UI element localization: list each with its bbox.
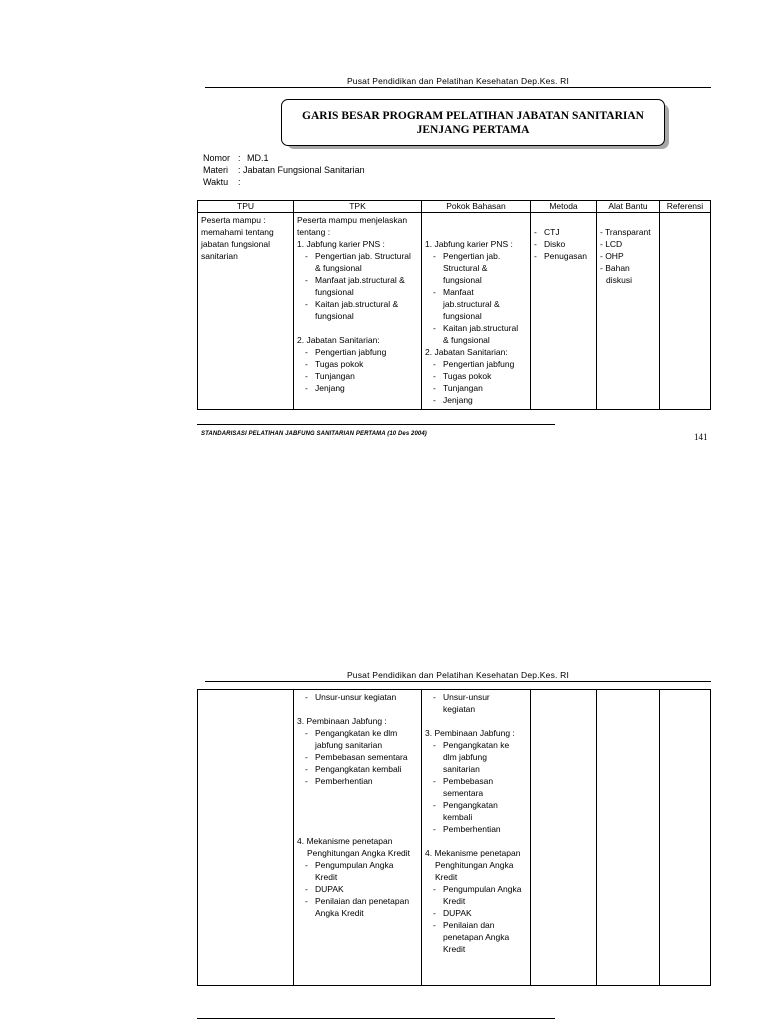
- cell-alat-bantu: [597, 690, 660, 986]
- text-line: tentang :: [297, 227, 331, 237]
- section-heading: 3. Pembinaan Jabfung :: [297, 716, 387, 726]
- list-item: - OHP: [600, 251, 624, 261]
- list-item: - Pengangkatan kembali: [305, 764, 402, 774]
- list-item-cont: fungsional: [443, 311, 482, 321]
- section-heading: 3. Pembinaan Jabfung :: [425, 728, 515, 738]
- list-item: - Penugasan: [534, 251, 588, 261]
- list-item-cont: diskusi: [606, 275, 632, 285]
- list-item: - Pengertian jabfung: [305, 347, 387, 357]
- header-divider: [205, 681, 711, 682]
- list-item: - Bahan: [600, 263, 630, 273]
- footer-text: STANDARISASI PELATIHAN JABFUNG SANITARIAN PERTAMA (10 Des 2004): [201, 431, 427, 437]
- list-item: - DUPAK: [433, 908, 472, 918]
- cell-metoda: [531, 213, 597, 410]
- list-item: - Kaitan jab.structural &: [305, 299, 399, 309]
- text-line: sanitarian: [201, 251, 238, 261]
- list-item: - Transparant: [600, 227, 651, 237]
- cell-tpu: [198, 213, 294, 410]
- list-item: - Pengangkatan ke: [433, 740, 510, 750]
- list-item: - Penilaian dan penetapan: [305, 896, 410, 906]
- list-item-cont: fungsional: [443, 275, 482, 285]
- list-item-cont: Kredit: [315, 872, 338, 882]
- footer-divider: [197, 424, 555, 425]
- table-header-row: [198, 201, 711, 213]
- footer-divider: [197, 1018, 555, 1019]
- header-divider: [205, 87, 711, 88]
- bullet-list: [297, 691, 419, 703]
- list-item-cont: jabfung sanitarian: [315, 740, 383, 750]
- list-item: - Pengumpulan Angka: [305, 860, 394, 870]
- meta-nomor: [203, 152, 503, 164]
- list-item-cont: & fungsional: [443, 335, 490, 345]
- bullet-list: [297, 859, 419, 919]
- list-item-cont: kegiatan: [443, 704, 476, 714]
- cell-referensi: [660, 690, 711, 986]
- text-line: Peserta mampu :: [201, 215, 266, 225]
- list-item: - Unsur-unsur: [433, 692, 490, 702]
- title-line-1: GARIS BESAR PROGRAM PELATIHAN JABATAN SANITARIAN: [302, 109, 644, 122]
- list-item-cont: kembali: [443, 812, 473, 822]
- bullet-list: [297, 250, 419, 322]
- list-item: - Penilaian dan: [433, 920, 495, 930]
- col-header-tpk: TPK: [294, 201, 422, 213]
- meta-colon: :: [238, 153, 241, 163]
- text-line: Peserta mampu menjelaskan: [297, 215, 408, 225]
- list-item: - Manfaat jab.structural &: [305, 275, 405, 285]
- page-header: Pusat Pendidikan dan Pelatihan Kesehatan Dep.Kes. RI: [346, 670, 570, 680]
- list-item-cont: fungsional: [315, 311, 354, 321]
- text-line: memahami tentang: [201, 227, 274, 237]
- meta-value: MD.1: [247, 153, 269, 163]
- section-heading: 1. Jabfung karier PNS :: [425, 239, 513, 249]
- list-item: - DUPAK: [305, 884, 344, 894]
- meta-colon: :: [238, 177, 241, 187]
- list-item: - Tugas pokok: [305, 359, 364, 369]
- meta-materi: [203, 164, 503, 176]
- gbpp-table-page1: [197, 200, 711, 410]
- list-item: - Jenjang: [305, 383, 345, 393]
- meta-colon: :: [238, 165, 241, 175]
- col-header-alat-bantu: Alat Bantu: [597, 201, 660, 213]
- col-header-tpu: TPU: [198, 201, 294, 213]
- text-line: jabatan fungsional: [201, 239, 271, 249]
- bullet-list: [425, 250, 528, 346]
- meta-label: Materi: [203, 165, 229, 175]
- section-heading: 4. Mekanisme penetapan: [297, 836, 393, 846]
- list-item: - Pembebasan: [433, 776, 494, 786]
- section-heading-cont: Kredit: [435, 872, 458, 882]
- list-item-cont: dlm jabfung: [443, 752, 487, 762]
- list-item-cont: Kredit: [443, 944, 466, 954]
- list-item-cont: fungsional: [315, 287, 354, 297]
- list-item: - Pengertian jabfung: [433, 359, 515, 369]
- cell-tpu: [198, 690, 294, 986]
- section-heading: 2. Jabatan Sanitarian:: [297, 335, 380, 345]
- list-item: - LCD: [600, 239, 623, 249]
- page-header: Pusat Pendidikan dan Pelatihan Kesehatan Dep.Kes. RI: [346, 76, 570, 86]
- list-item: - Manfaat: [433, 287, 474, 297]
- bullet-list: [425, 691, 528, 715]
- bullet-list: [297, 346, 419, 394]
- cell-metoda: [531, 690, 597, 986]
- list-item: - Pengertian jab.: [433, 251, 501, 261]
- col-header-pokok-bahasan: Pokok Bahasan: [422, 201, 531, 213]
- meta-label: Waktu: [203, 177, 229, 187]
- cell-pokok-bahasan: [422, 690, 531, 986]
- title-box: [281, 99, 665, 146]
- section-heading-cont: Penghitungan Angka: [435, 860, 514, 870]
- cell-tpk: [294, 690, 422, 986]
- section-heading-cont: Penghitungan Angka Kredit: [307, 848, 411, 858]
- list-item: - Disko: [534, 239, 566, 249]
- gbpp-table-page2: [197, 689, 711, 986]
- cell-pokok-bahasan: [422, 213, 531, 410]
- list-item: - Tugas pokok: [433, 371, 492, 381]
- list-item: - Kaitan jab.structural: [433, 323, 519, 333]
- list-item: - Pengangkatan: [433, 800, 498, 810]
- list-item: - Unsur-unsur kegiatan: [305, 692, 397, 702]
- page-number: 141: [694, 432, 708, 442]
- list-item-cont: penetapan Angka: [443, 932, 510, 942]
- list-item: - Pengertian jab. Structural: [305, 251, 411, 261]
- meta-label: Nomor: [203, 153, 231, 163]
- list-item: - Pemberhentian: [433, 824, 501, 834]
- col-header-metoda: Metoda: [531, 201, 597, 213]
- table-row: [198, 213, 711, 410]
- bullet-list: [297, 727, 419, 787]
- list-item: - Pengangkatan ke dlm: [305, 728, 398, 738]
- bullet-list: [425, 739, 528, 835]
- list-item: - CTJ: [534, 227, 560, 237]
- list-item: - Pemberhentian: [305, 776, 373, 786]
- list-item: - Tunjangan: [305, 371, 355, 381]
- list-item: - Pengumpulan Angka: [433, 884, 522, 894]
- list-item-cont: sementara: [443, 788, 484, 798]
- list-item-cont: Structural &: [443, 263, 488, 273]
- cell-alat-bantu: [597, 213, 660, 410]
- section-heading: 2. Jabatan Sanitarian:: [425, 347, 508, 357]
- list-item-cont: & fungsional: [315, 263, 362, 273]
- list-item: - Pembebasan sementara: [305, 752, 408, 762]
- col-header-referensi: Referensi: [660, 201, 711, 213]
- list-item-cont: Angka Kredit: [315, 908, 364, 918]
- list-item-cont: sanitarian: [443, 764, 480, 774]
- document-meta: [203, 152, 503, 188]
- bullet-list: [425, 883, 528, 955]
- table-row: [198, 690, 711, 986]
- meta-value: Jabatan Fungsional Sanitarian: [243, 165, 365, 175]
- title-line-2: JENJANG PERTAMA: [416, 123, 530, 136]
- section-heading: 4. Mekanisme penetapan: [425, 848, 521, 858]
- list-item: - Tunjangan: [433, 383, 483, 393]
- cell-referensi: [660, 213, 711, 410]
- bullet-list: [425, 358, 528, 406]
- list-item: - Jenjang: [433, 395, 473, 405]
- meta-waktu: [203, 176, 503, 188]
- list-item-cont: Kredit: [443, 896, 466, 906]
- list-item-cont: jab.structural &: [443, 299, 500, 309]
- cell-tpk: [294, 213, 422, 410]
- section-heading: 1. Jabfung karier PNS :: [297, 239, 385, 249]
